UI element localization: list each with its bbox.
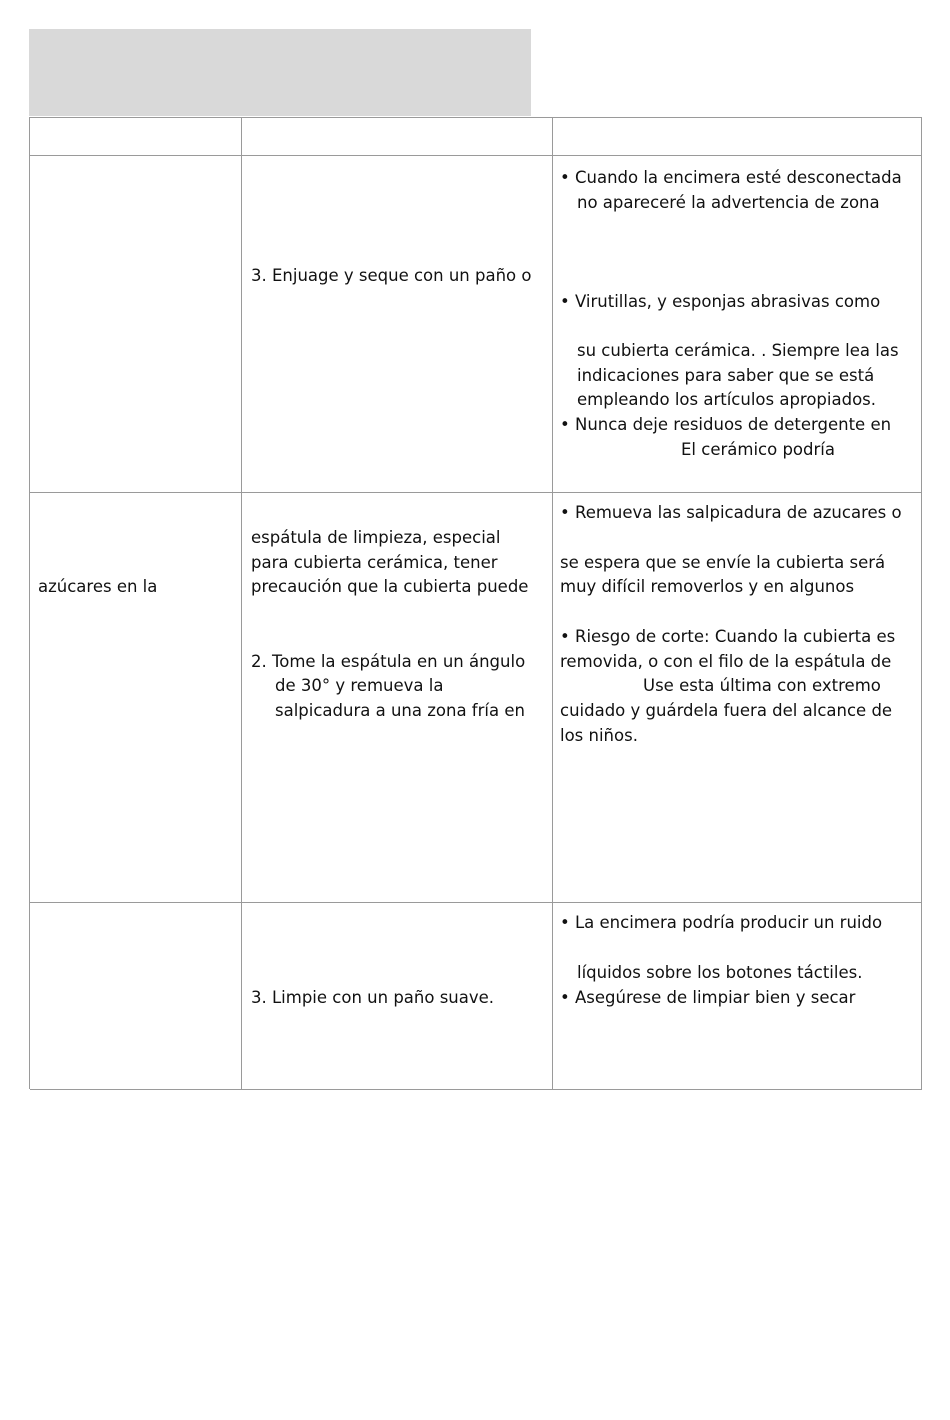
- note-text: • Virutillas, y esponjas abrasivas como: [560, 292, 881, 311]
- table-cell-r1-c3: [553, 156, 922, 493]
- step-text: para cubierta cerámica, tener: [251, 553, 498, 572]
- step-text: 2. Tome la espátula en un ángulo: [251, 652, 526, 671]
- table-cell-r3-c3: [553, 903, 922, 1090]
- note-text: líquidos sobre los botones táctiles.: [577, 963, 863, 982]
- table-cell-r2-c1: [30, 493, 242, 903]
- table-cell-r1-c2: [242, 156, 553, 493]
- note-text: Use esta última con extremo: [643, 676, 881, 695]
- note-text: muy difícil removerlos y en algunos: [560, 577, 855, 596]
- note-text: El cerámico podría: [681, 440, 835, 459]
- table-cell-r2-c3: [553, 493, 922, 903]
- note-text: empleando los artículos apropiados.: [577, 390, 877, 409]
- step-text: espátula de limpieza, especial: [251, 528, 501, 547]
- note-text: cuidado y guárdela fuera del alcance de: [560, 701, 893, 720]
- header-band: [29, 29, 531, 116]
- table-cell-r0-c2: [242, 118, 553, 156]
- instructions-table: [29, 117, 922, 1089]
- step-text: salpicadura a una zona fría en: [275, 701, 525, 720]
- note-text: indicaciones para saber que se está: [577, 366, 875, 385]
- table-cell-r0-c3: [553, 118, 922, 156]
- note-text: • La encimera podría producir un ruido: [560, 913, 883, 932]
- step-text: 3. Limpie con un paño suave.: [251, 988, 495, 1007]
- note-text: removida, o con el filo de la espátula de: [560, 652, 892, 671]
- note-text: • Asegúrese de limpiar bien y secar: [560, 988, 856, 1007]
- note-text: se espera que se envíe la cubierta será: [560, 553, 886, 572]
- table-cell-r1-c1: [30, 156, 242, 493]
- note-text: no apareceré la advertencia de zona: [577, 193, 880, 212]
- note-text: los niños.: [560, 726, 638, 745]
- note-text: • Remueva las salpicadura de azucares o: [560, 503, 902, 522]
- step-text: precaución que la cubierta puede: [251, 577, 529, 596]
- note-text: su cubierta cerámica. . Siempre lea las: [577, 341, 899, 360]
- note-text: • Riesgo de corte: Cuando la cubierta es: [560, 627, 896, 646]
- topic-text: azúcares en la: [38, 577, 158, 596]
- table-cell-r0-c1: [30, 118, 242, 156]
- note-text: • Nunca deje residuos de detergente en: [560, 415, 892, 434]
- table-cell-r2-c2: [242, 493, 553, 903]
- step-text: de 30° y remueva la: [275, 676, 444, 695]
- note-text: • Cuando la encimera esté desconectada: [560, 168, 902, 187]
- table-cell-r3-c2: [242, 903, 553, 1090]
- step-text: 3. Enjuage y seque con un paño o: [251, 266, 532, 285]
- table-cell-r3-c1: [30, 903, 242, 1090]
